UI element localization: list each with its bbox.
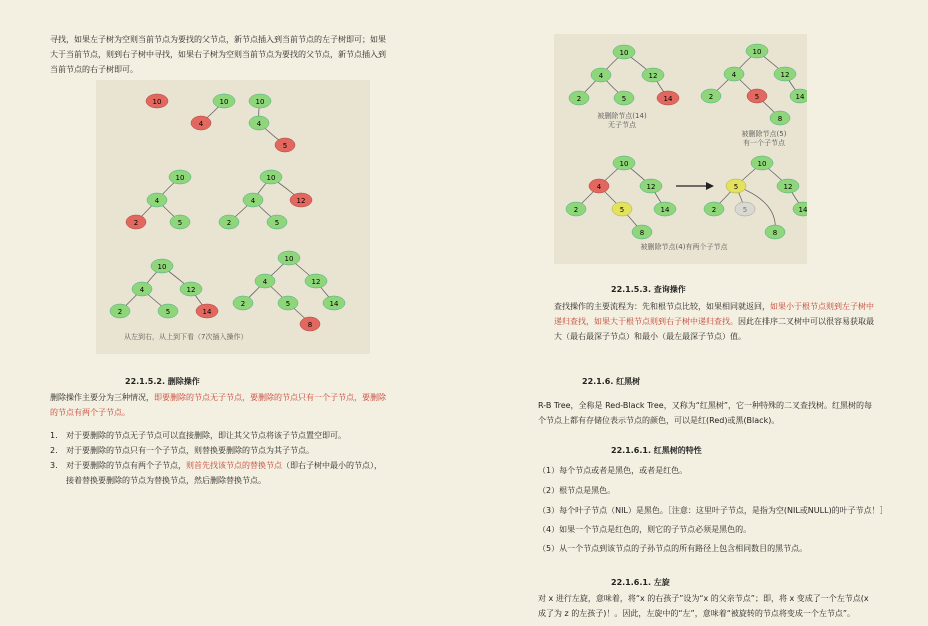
svg-text:12: 12 [648,72,658,80]
svg-text:4: 4 [198,120,204,128]
list-item: 1. 对于要删除的节点无子节点可以直接删除，即让其父节点将该子节点置空即可。 [50,431,346,440]
svg-text:8: 8 [772,229,778,237]
svg-text:4: 4 [250,197,256,205]
intro-line-1: 寻找，如果左子树为空则当前节点为要找的父节点，新节点插入到当前节点的左子树即可；如果 [50,35,386,44]
svg-text:4: 4 [256,120,262,128]
rb-prop-3: （3）每个叶子节点（NIL）是黑色。［注意：这里叶子节点，是指为空(NIL或NULL)的叶子节点！］ [538,506,888,515]
svg-text:8: 8 [307,321,313,329]
rotate-line-1: 对 x 进行左旋，意味着，将“x 的右孩子”设为“x 的父亲节点”；即，将 x 变成了一个左节点(x [538,594,869,603]
svg-text:2: 2 [240,300,246,308]
svg-text:10: 10 [619,160,629,168]
rb-prop-4: （4）如果一个节点是红色的，则它的子节点必须是黑色的。 [538,525,752,534]
svg-text:10: 10 [157,263,167,271]
svg-text:2: 2 [573,206,579,214]
svg-text:2: 2 [708,93,714,101]
svg-text:12: 12 [783,183,793,191]
svg-text:5: 5 [742,206,748,214]
rb-prop-1: （1）每个节点或者是黑色，或者是红色。 [538,466,688,475]
delete-caption-2b: 有一个子节点 [743,139,785,147]
svg-text:14: 14 [202,308,212,316]
svg-text:12: 12 [311,278,321,286]
list-item-continuation: 接着替换要删除的节点为替换节点，然后删除替换节点。 [66,476,266,485]
svg-text:5: 5 [274,219,280,227]
svg-text:8: 8 [777,115,783,123]
delete-heading: 22.1.5.2. 删除操作 [125,377,200,386]
svg-text:4: 4 [139,286,145,294]
svg-text:5: 5 [177,219,183,227]
query-line-3: 大（最右最深子节点）和最小（最左最深子节点）值。 [554,332,746,341]
rb-intro-line-2: 个节点上都有存储位表示节点的颜色，可以是红(Red)或黑(Black)。 [538,416,780,425]
svg-text:10: 10 [219,98,229,106]
svg-text:5: 5 [733,183,739,191]
svg-text:4: 4 [598,72,604,80]
rb-intro-line-1: R-B Tree，全称是 Red-Black Tree，又称为“红黑树”，它一种特殊的二叉查找树。红黑树的每 [538,401,873,410]
svg-text:10: 10 [284,255,294,263]
svg-text:8: 8 [639,229,645,237]
svg-text:5: 5 [282,142,288,150]
svg-text:14: 14 [329,300,339,308]
insert-tree-diagram [96,80,370,354]
delete-caption-1b: 无子节点 [608,121,636,129]
delete-intro-a: 删除操作主要分为三种情况， [50,393,154,402]
svg-text:12: 12 [186,286,196,294]
insert-figure-caption: 从左到右，从上到下看（7次插入操作） [124,333,248,341]
delete-intro-b: 即要删除的节点无子节点，要删除的节点只有一个子节点，要删除 [154,393,386,402]
query-heading: 22.1.5.3. 查询操作 [611,285,686,294]
delete-figure [554,34,807,264]
svg-text:4: 4 [731,71,737,79]
rotate-heading: 22.1.6.1. 左旋 [611,578,670,587]
svg-text:5: 5 [285,300,291,308]
delete-tree-diagram [554,34,807,264]
svg-text:14: 14 [795,93,805,101]
intro-line-3: 当前节点的右子树即可。 [50,65,138,74]
delete-caption-2a: 被删除节点(5) [741,130,787,138]
query-line-2: 递归查找，如果大于根节点则到右子树中递归查找。因此在排序二叉树中可以很容易获取最 [554,317,874,326]
list-item: 3. 对于要删除的节点有两个子节点，则首先找该节点的替换节点（即右子树中最小的节点）， [50,461,382,470]
rotate-line-2: 成了为 z 的左孩子)！。因此，左旋中的“左”，意味着“被旋转的节点将变成一个左节点”。 [538,609,855,618]
rb-props-heading: 22.1.6.1. 红黑树的特性 [611,446,702,455]
insert-figure [96,80,370,354]
svg-text:10: 10 [152,98,162,106]
svg-text:2: 2 [226,219,232,227]
svg-text:5: 5 [754,93,760,101]
arrow-head-icon [706,182,714,190]
rb-prop-5: （5）从一个节点到该节点的子孙节点的所有路径上包含相同数目的黑节点。 [538,544,808,553]
svg-text:4: 4 [154,197,160,205]
svg-text:5: 5 [619,206,625,214]
svg-text:4: 4 [262,278,268,286]
intro-line-2: 大于当前节点，则到右子树中寻找，如果右子树为空则当前节点为要找的父节点，新节点插入到 [50,50,386,59]
svg-text:12: 12 [296,197,306,205]
delete-intro-line-1 [50,390,386,406]
svg-text:2: 2 [133,219,139,227]
list-item: 2. 对于要删除的节点只有一个子节点，则替换要删除的节点为其子节点。 [50,446,314,455]
svg-text:14: 14 [798,206,807,214]
svg-text:14: 14 [660,206,670,214]
svg-text:14: 14 [663,95,673,103]
svg-text:2: 2 [576,95,582,103]
svg-text:12: 12 [646,183,656,191]
rb-heading: 22.1.6. 红黑树 [582,377,641,386]
svg-text:5: 5 [165,308,171,316]
delete-caption-3: 被删除节点(4)有两个子节点 [640,243,728,251]
svg-text:5: 5 [621,95,627,103]
svg-text:10: 10 [619,49,629,57]
delete-caption-1a: 被删除节点(14) [597,112,647,120]
rb-prop-2: （2）根节点是黑色。 [538,486,616,495]
svg-text:10: 10 [255,98,265,106]
delete-intro-line-2: 的节点有两个子节点。 [50,408,130,417]
svg-text:4: 4 [596,183,602,191]
svg-text:10: 10 [757,160,767,168]
svg-text:10: 10 [175,174,185,182]
svg-text:2: 2 [711,206,717,214]
query-line-1: 查找操作的主要流程为：先和根节点比较，如果相同就返回，如果小于根节点则到左子树中 [554,302,874,311]
svg-text:12: 12 [780,71,790,79]
svg-text:10: 10 [752,48,762,56]
svg-text:10: 10 [266,174,276,182]
svg-text:2: 2 [117,308,123,316]
